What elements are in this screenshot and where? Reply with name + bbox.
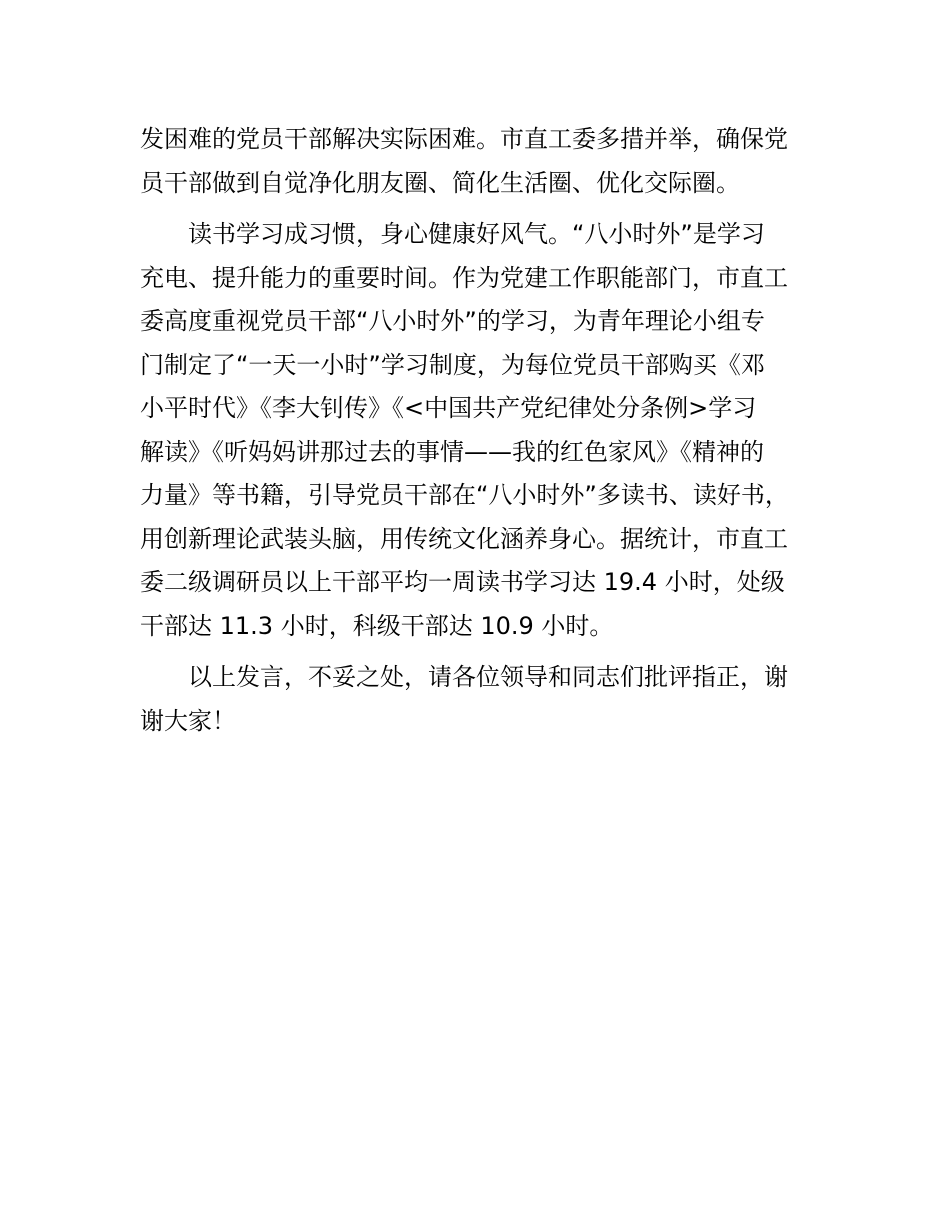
text-line: 委高度重视党员干部“八小时外”的学习，为青年理论小组专 xyxy=(140,307,765,335)
text-line: 委二级调研员以上干部平均一周读书学习达 19.4 小时，处级 xyxy=(140,568,785,596)
text-line: 小平时代》《李大钊传》《<中国共产党纪律处分条例>学习 xyxy=(140,394,757,422)
document-body xyxy=(140,118,820,743)
paragraph-closing xyxy=(140,656,820,743)
text-line: 力量》等书籍，引导党员干部在“八小时外”多读书、读好书， xyxy=(140,481,789,509)
paragraph-reading-study xyxy=(140,213,820,648)
paragraph-continuation xyxy=(140,118,820,205)
text-line: 门制定了“一天一小时”学习制度，为每位党员干部购买《邓 xyxy=(140,350,765,379)
text-line: 读书学习成习惯，身心健康好风气。“八小时外”是学习 xyxy=(188,220,765,248)
text-line: 用创新理论武装头脑，用传统文化涵养身心。据统计，市直工 xyxy=(140,524,788,553)
text-line: 谢大家！ xyxy=(140,706,236,735)
text-line: 以上发言，不妥之处，请各位领导和同志们批评指正，谢 xyxy=(188,663,788,691)
text-line: 员干部做到自觉净化朋友圈、简化生活圈、优化交际圈。 xyxy=(140,168,740,197)
text-line: 干部达 11.3 小时，科级干部达 10.9 小时。 xyxy=(140,611,614,640)
text-line: 发困难的党员干部解决实际困难。市直工委多措并举，确保党 xyxy=(140,125,788,153)
text-line: 解读》《听妈妈讲那过去的事情——我的红色家风》《精神的 xyxy=(140,437,764,466)
text-line: 充电、提升能力的重要时间。作为党建工作职能部门，市直工 xyxy=(140,263,788,292)
